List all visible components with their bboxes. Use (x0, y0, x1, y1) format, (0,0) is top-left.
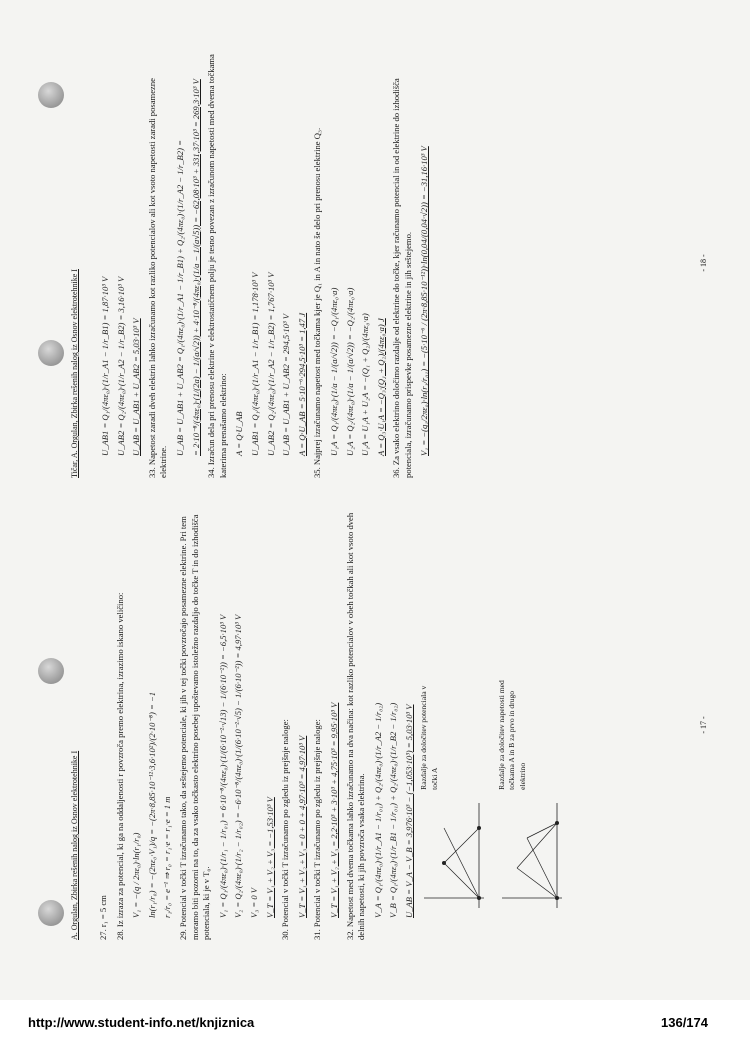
result: U_AB = V_A − V_B = 3,976·10³ − (−1,053·10³) = 5,03·10³ V (403, 704, 414, 918)
page-counter: 136/174 (661, 1015, 708, 1030)
equation: ln(r₁/r₀) = −(2πε₀·V₁)/q = −(2π·8,85·10⁻¹²·3,6·10²)/(2·10⁻⁸) = −1 (146, 691, 157, 918)
result: A = Q·U_AB = 5·10⁻⁶·294,5·10³ = 1,47 J (296, 312, 307, 456)
result: V₁ = −(q₁/2πε₀)·ln(r₁/r₀₁) = −(5·10⁻⁶ / (2π·8,85·10⁻¹²))·ln(0,04/(0,04·√2)) = −31,16·10³ V (419, 146, 430, 456)
punch-hole (38, 658, 64, 684)
result: V_T = V₁ + V₂ + V₃ = 2,2·10³ + 3·10³ + 4,75·10³ = 9,95·10³ V (328, 702, 339, 918)
equation: V₁ = −(q / 2πε₀)·ln(r₁/r₀) (131, 832, 142, 918)
problem-28: 28. Iz izraza za potencial, ki ga na oddaljenosti r povzroča premo elektrina, izrazimo iskano veličino: (114, 592, 125, 940)
punch-hole (38, 340, 64, 366)
equation: U_AB1 = Q₁/(4πε₀)·(1/r_A1 − 1/r_B1) = 1,178·10³ V (249, 272, 260, 456)
equation: U₁A = U₁A + U₂A = −(Q₁ + Q₂)/(4πε₀·a) (360, 313, 371, 456)
result: V_T = V₁ + V₂ + V₃ = 0 + 0 + 4,97·10³ = 4,97·10³ V (296, 735, 307, 918)
equation: U₂A = Q₂/(4πε₀)·(1/a − 1/(a/√2)) = −Q₂/(4πε₀·a) (344, 287, 355, 456)
page-number: - 17 - (699, 716, 709, 734)
punch-hole (38, 900, 64, 926)
distance-diagram-point-a (419, 798, 489, 918)
equation: V_B = Q₁/(4πε₀)·(1/r_B1 − 1/r₀₁) + Q₂/(4πε₀)·(1/r_B2 − 1/r₀₂) (388, 702, 399, 918)
equation: U₁A = Q₁/(4πε₀)·(1/a − 1/(a/√2)) = −Q₁/(4πε₀·a) (328, 287, 339, 456)
page-18 (70, 48, 710, 478)
distance-diagram-ab (497, 798, 567, 918)
equation: A = Q·U_AB (234, 411, 245, 456)
problem-30: 30. Potencial v točki T izračunamo po zgledu iz prejšnje naloge: (280, 719, 291, 940)
equation: U_AB2 = Q₂/(4πε₀)·(1/r_A2 − 1/r_B2) = 1,767·10³ V (265, 272, 276, 456)
result: V_T = V₁ + V₂ + V₃ = −1,53·10³ V (264, 797, 275, 918)
equation: V₂ = Q₂/(4πε₀)·(1/r₂ − 1/r₀₂) = −6·10⁻⁸/(4πε₀)·(1/(6·10⁻²·√5) − 1/(6·10⁻²)) = 4,97·10³ V (233, 614, 244, 918)
source-url[interactable]: http://www.student-info.net/knjiznica (28, 1015, 255, 1030)
page-17 (70, 510, 710, 940)
equation: U_AB1 = Q₁/(4πε₀)·(1/r_A1 − 1/r_B1) = 1,87·10³ V (100, 276, 110, 456)
page-body (98, 48, 435, 478)
problem-35: 35. Najprej izračunamo napetost med točkama kjer je Q₁ in A in nato še delo pri prenosu elektrine Q₃. (312, 127, 323, 478)
rotated-spread (70, 40, 710, 940)
problem-27: 27. r₁ = 5 cm (98, 895, 108, 940)
problem-33: 33. Napetost zaradi dveh elektrin lahko izračunamo kot razliko potencialov ali kot vsoto napetosti zaradi posamezne elektrine. (146, 78, 169, 478)
result: U_AB = U_AB1 + U_AB2 = 5,03·10³ V (131, 318, 142, 456)
equation: r₁/r₀ = e⁻¹ ⇒ r₀ = r₁·e = r₁·e = 1 m (162, 796, 173, 918)
running-header: A. Orgulan, Zbirka rešenih nalog iz Osnov elektrotehnike I (70, 750, 79, 940)
page-number: - 18 - (699, 254, 709, 272)
equation: U_AB = U_AB1 + U_AB2 = 294,5·10³ V (281, 314, 292, 456)
result: A = Q₃·U₁A = −Q₃·(Q₁ + Q₂)/(4πε₀·a) J (375, 318, 386, 456)
problem-34: 34. Izračun dela pri prenosu elektrine v elektrostatičnem polju je tesno povezan z izračunom napetosti med dvema točkama katerima prenašamo elektrino: (206, 54, 228, 478)
problem-36: 36. Za vsako elektrino določimo razdalje od elektrine do točke, kjer računamo potencial in od elektrine do izhodišča potenciala, izračunamo prispevke posamezne elektrine in jih seštejemo. (391, 78, 413, 478)
figure-row (419, 510, 493, 918)
equation: V₃ = 0 V (248, 887, 259, 918)
problem-31: 31. Potencial v točki T izračunamo po zgledu iz prejšnje naloge: (312, 719, 323, 940)
problem-29: 29. Potencial v točki T izračunamo tako, da seštejemo potenciale, ki jih v tej točki povzročajo posamezne elektrine. Pri tem moramo biti pozorni na to, da za vsako točkasto elektrino posebej upoštevamo istoležno razdaljo do točke T in do izhodišča potenciala, ki je v T₀. (177, 514, 212, 940)
equation: V_A = Q₁/(4πε₀)·(1/r_A1 − 1/r₀₁) + Q₂/(4πε₀)·(1/r_A2 − 1/r₀₂) (372, 702, 383, 918)
figure-row (497, 510, 571, 918)
figure-caption: Razdalje za določitev napetosti med točkama A in B za prvo in drugo elektrino (497, 680, 527, 790)
running-header: Tičar, A. Orgulan, Zbirka rešenih nalog iz Osnov elektrotehnike I (70, 269, 79, 478)
equation: U_AB2 = Q₂/(4πε₀)·(1/r_A2 − 1/r_B2) = 3,16·10³ V (115, 276, 126, 456)
equation: U_AB = U_AB1 + U_AB2 = Q₁/(4πε₀)·(1/r_A1 − 1/r_B1) + Q₂/(4πε₀)·(1/r_A2 − 1/r_B2) = (174, 140, 185, 456)
equation: V₁ = Q₁/(4πε₀)·(1/r₁ − 1/r₀₁) = 6·10⁻⁸/(4πε₀)·(1/(6·10⁻²·√13) − 1/(6·10⁻²)) = −6,5·10³ V (217, 614, 228, 918)
problem-32: 32. Napetost med dvema točkama lahko izračunamo na dva načina: kot razliko potencialov v obeh točkah ali kot vsoto dveh delnih napetosti, ki jih povzroča vsaka elektrina. (344, 512, 367, 940)
punch-hole (38, 82, 64, 108)
page-body (98, 510, 575, 940)
figure-caption: Razdalje za določitev potenciala v točki A (419, 685, 439, 790)
result: = 2·10⁻⁸/(4πε₀)·(1/(2a) − 1/(a/√2)) + 4·10⁻⁸/(4πε₀)·(1/a − 1/(a√5)) = −62,08·10³ + 331,37·10³ = 269,3·10³ V (190, 79, 201, 456)
